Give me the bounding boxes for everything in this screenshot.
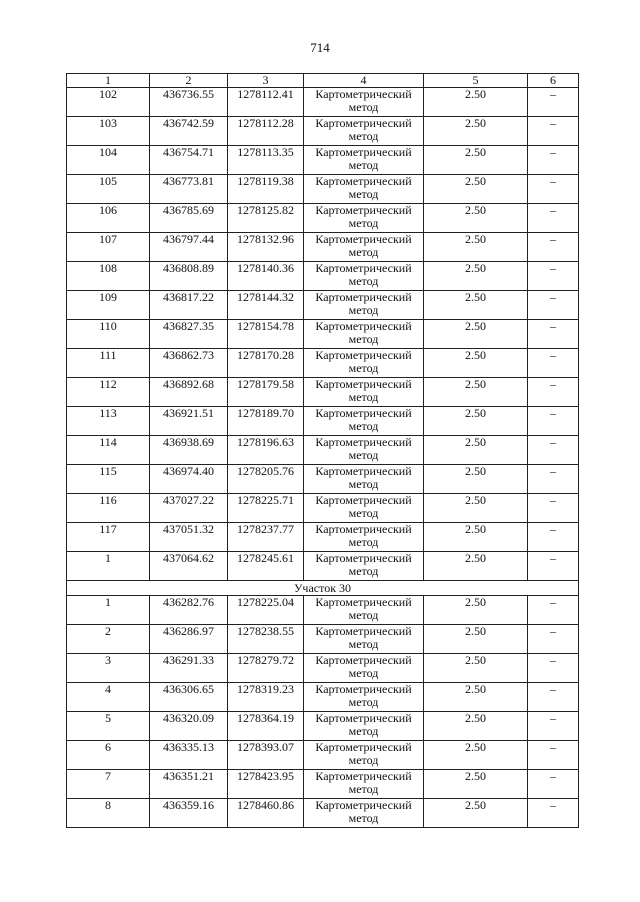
y-coordinate-cell: 1278189.70 <box>228 407 304 436</box>
point-number-cell: 6 <box>67 741 150 770</box>
x-coordinate-cell: 436773.81 <box>150 175 228 204</box>
y-coordinate-cell: 1278319.23 <box>228 683 304 712</box>
y-coordinate-cell: 1278144.32 <box>228 291 304 320</box>
description-cell: – <box>528 349 579 378</box>
y-coordinate-cell: 1278119.38 <box>228 175 304 204</box>
x-coordinate-cell: 436797.44 <box>150 233 228 262</box>
description-cell: – <box>528 291 579 320</box>
point-number-cell: 5 <box>67 712 150 741</box>
accuracy-cell: 2.50 <box>424 262 528 291</box>
column-header-2: 2 <box>150 74 228 88</box>
table-row <box>67 407 579 436</box>
method-cell: Картометрический метод <box>304 683 424 712</box>
method-cell: Картометрический метод <box>304 712 424 741</box>
description-cell: – <box>528 117 579 146</box>
y-coordinate-cell: 1278225.04 <box>228 596 304 625</box>
table-row <box>67 262 579 291</box>
description-cell: – <box>528 146 579 175</box>
column-header-6: 6 <box>528 74 579 88</box>
description-cell: – <box>528 494 579 523</box>
method-cell: Картометрический метод <box>304 436 424 465</box>
description-cell: – <box>528 683 579 712</box>
accuracy-cell: 2.50 <box>424 117 528 146</box>
method-cell: Картометрический метод <box>304 320 424 349</box>
section-title: Участок 30 <box>67 581 579 596</box>
x-coordinate-cell: 436754.71 <box>150 146 228 175</box>
table-row <box>67 712 579 741</box>
accuracy-cell: 2.50 <box>424 625 528 654</box>
x-coordinate-cell: 436359.16 <box>150 799 228 828</box>
x-coordinate-cell: 436785.69 <box>150 204 228 233</box>
y-coordinate-cell: 1278112.41 <box>228 88 304 117</box>
y-coordinate-cell: 1278154.78 <box>228 320 304 349</box>
column-header-1: 1 <box>67 74 150 88</box>
x-coordinate-cell: 436742.59 <box>150 117 228 146</box>
description-cell: – <box>528 596 579 625</box>
point-number-cell: 103 <box>67 117 150 146</box>
x-coordinate-cell: 436351.21 <box>150 770 228 799</box>
page-number: 714 <box>310 40 330 55</box>
point-number-cell: 114 <box>67 436 150 465</box>
point-number-cell: 113 <box>67 407 150 436</box>
x-coordinate-cell: 436921.51 <box>150 407 228 436</box>
table-row <box>67 683 579 712</box>
point-number-cell: 112 <box>67 378 150 407</box>
coordinates-table <box>66 73 579 828</box>
table-row <box>67 117 579 146</box>
accuracy-cell: 2.50 <box>424 799 528 828</box>
y-coordinate-cell: 1278112.28 <box>228 117 304 146</box>
method-cell: Картометрический метод <box>304 117 424 146</box>
accuracy-cell: 2.50 <box>424 683 528 712</box>
description-cell: – <box>528 523 579 552</box>
point-number-cell: 116 <box>67 494 150 523</box>
accuracy-cell: 2.50 <box>424 770 528 799</box>
accuracy-cell: 2.50 <box>424 349 528 378</box>
accuracy-cell: 2.50 <box>424 654 528 683</box>
table-row <box>67 654 579 683</box>
x-coordinate-cell: 436306.65 <box>150 683 228 712</box>
column-header-5: 5 <box>424 74 528 88</box>
table-row <box>67 88 579 117</box>
column-header-4: 4 <box>304 74 424 88</box>
description-cell: – <box>528 320 579 349</box>
description-cell: – <box>528 175 579 204</box>
table-row <box>67 349 579 378</box>
point-number-cell: 104 <box>67 146 150 175</box>
point-number-cell: 108 <box>67 262 150 291</box>
method-cell: Картометрический метод <box>304 291 424 320</box>
y-coordinate-cell: 1278125.82 <box>228 204 304 233</box>
y-coordinate-cell: 1278460.86 <box>228 799 304 828</box>
x-coordinate-cell: 437064.62 <box>150 552 228 581</box>
method-cell: Картометрический метод <box>304 799 424 828</box>
table-row <box>67 770 579 799</box>
accuracy-cell: 2.50 <box>424 378 528 407</box>
x-coordinate-cell: 436827.35 <box>150 320 228 349</box>
description-cell: – <box>528 204 579 233</box>
method-cell: Картометрический метод <box>304 596 424 625</box>
table-row <box>67 233 579 262</box>
point-number-cell: 110 <box>67 320 150 349</box>
method-cell: Картометрический метод <box>304 88 424 117</box>
table-row <box>67 146 579 175</box>
point-number-cell: 102 <box>67 88 150 117</box>
method-cell: Картометрический метод <box>304 378 424 407</box>
point-number-cell: 117 <box>67 523 150 552</box>
point-number-cell: 115 <box>67 465 150 494</box>
accuracy-cell: 2.50 <box>424 233 528 262</box>
description-cell: – <box>528 552 579 581</box>
point-number-cell: 3 <box>67 654 150 683</box>
point-number-cell: 4 <box>67 683 150 712</box>
description-cell: – <box>528 233 579 262</box>
y-coordinate-cell: 1278132.96 <box>228 233 304 262</box>
method-cell: Картометрический метод <box>304 407 424 436</box>
method-cell: Картометрический метод <box>304 262 424 291</box>
point-number-cell: 7 <box>67 770 150 799</box>
point-number-cell: 107 <box>67 233 150 262</box>
table-row <box>67 596 579 625</box>
point-number-cell: 111 <box>67 349 150 378</box>
description-cell: – <box>528 654 579 683</box>
point-number-cell: 105 <box>67 175 150 204</box>
method-cell: Картометрический метод <box>304 552 424 581</box>
point-number-cell: 1 <box>67 596 150 625</box>
x-coordinate-cell: 436291.33 <box>150 654 228 683</box>
table-row <box>67 204 579 233</box>
method-cell: Картометрический метод <box>304 175 424 204</box>
y-coordinate-cell: 1278113.35 <box>228 146 304 175</box>
description-cell: – <box>528 465 579 494</box>
x-coordinate-cell: 437051.32 <box>150 523 228 552</box>
accuracy-cell: 2.50 <box>424 436 528 465</box>
method-cell: Картометрический метод <box>304 233 424 262</box>
y-coordinate-cell: 1278279.72 <box>228 654 304 683</box>
table-row <box>67 320 579 349</box>
method-cell: Картометрический метод <box>304 494 424 523</box>
y-coordinate-cell: 1278140.36 <box>228 262 304 291</box>
accuracy-cell: 2.50 <box>424 146 528 175</box>
accuracy-cell: 2.50 <box>424 523 528 552</box>
accuracy-cell: 2.50 <box>424 552 528 581</box>
x-coordinate-cell: 436938.69 <box>150 436 228 465</box>
point-number-cell: 106 <box>67 204 150 233</box>
table-row <box>67 625 579 654</box>
table-row <box>67 552 579 581</box>
x-coordinate-cell: 436320.09 <box>150 712 228 741</box>
table-body <box>67 88 579 828</box>
section-title-row <box>67 581 579 596</box>
table-row <box>67 465 579 494</box>
column-header-3: 3 <box>228 74 304 88</box>
y-coordinate-cell: 1278245.61 <box>228 552 304 581</box>
description-cell: – <box>528 799 579 828</box>
table-row <box>67 494 579 523</box>
y-coordinate-cell: 1278225.71 <box>228 494 304 523</box>
accuracy-cell: 2.50 <box>424 291 528 320</box>
x-coordinate-cell: 436817.22 <box>150 291 228 320</box>
accuracy-cell: 2.50 <box>424 204 528 233</box>
description-cell: – <box>528 712 579 741</box>
method-cell: Картометрический метод <box>304 523 424 552</box>
point-number-cell: 8 <box>67 799 150 828</box>
table-row <box>67 523 579 552</box>
accuracy-cell: 2.50 <box>424 407 528 436</box>
x-coordinate-cell: 436862.73 <box>150 349 228 378</box>
description-cell: – <box>528 770 579 799</box>
method-cell: Картометрический метод <box>304 625 424 654</box>
table-row <box>67 378 579 407</box>
accuracy-cell: 2.50 <box>424 465 528 494</box>
table-row <box>67 436 579 465</box>
method-cell: Картометрический метод <box>304 465 424 494</box>
point-number-cell: 1 <box>67 552 150 581</box>
x-coordinate-cell: 436286.97 <box>150 625 228 654</box>
method-cell: Картометрический метод <box>304 146 424 175</box>
point-number-cell: 109 <box>67 291 150 320</box>
method-cell: Картометрический метод <box>304 654 424 683</box>
accuracy-cell: 2.50 <box>424 741 528 770</box>
x-coordinate-cell: 436808.89 <box>150 262 228 291</box>
description-cell: – <box>528 625 579 654</box>
accuracy-cell: 2.50 <box>424 175 528 204</box>
point-number-cell: 2 <box>67 625 150 654</box>
x-coordinate-cell: 436974.40 <box>150 465 228 494</box>
description-cell: – <box>528 378 579 407</box>
table-row <box>67 175 579 204</box>
accuracy-cell: 2.50 <box>424 494 528 523</box>
x-coordinate-cell: 437027.22 <box>150 494 228 523</box>
y-coordinate-cell: 1278364.19 <box>228 712 304 741</box>
x-coordinate-cell: 436892.68 <box>150 378 228 407</box>
y-coordinate-cell: 1278205.76 <box>228 465 304 494</box>
y-coordinate-cell: 1278393.07 <box>228 741 304 770</box>
x-coordinate-cell: 436736.55 <box>150 88 228 117</box>
table-row <box>67 799 579 828</box>
y-coordinate-cell: 1278423.95 <box>228 770 304 799</box>
accuracy-cell: 2.50 <box>424 88 528 117</box>
y-coordinate-cell: 1278170.28 <box>228 349 304 378</box>
y-coordinate-cell: 1278196.63 <box>228 436 304 465</box>
y-coordinate-cell: 1278237.77 <box>228 523 304 552</box>
table-row <box>67 741 579 770</box>
accuracy-cell: 2.50 <box>424 596 528 625</box>
y-coordinate-cell: 1278238.55 <box>228 625 304 654</box>
method-cell: Картометрический метод <box>304 770 424 799</box>
method-cell: Картометрический метод <box>304 204 424 233</box>
description-cell: – <box>528 436 579 465</box>
accuracy-cell: 2.50 <box>424 320 528 349</box>
description-cell: – <box>528 88 579 117</box>
table-row <box>67 291 579 320</box>
method-cell: Картометрический метод <box>304 349 424 378</box>
accuracy-cell: 2.50 <box>424 712 528 741</box>
description-cell: – <box>528 407 579 436</box>
y-coordinate-cell: 1278179.58 <box>228 378 304 407</box>
description-cell: – <box>528 741 579 770</box>
x-coordinate-cell: 436335.13 <box>150 741 228 770</box>
x-coordinate-cell: 436282.76 <box>150 596 228 625</box>
description-cell: – <box>528 262 579 291</box>
method-cell: Картометрический метод <box>304 741 424 770</box>
table-header-row <box>67 74 579 88</box>
